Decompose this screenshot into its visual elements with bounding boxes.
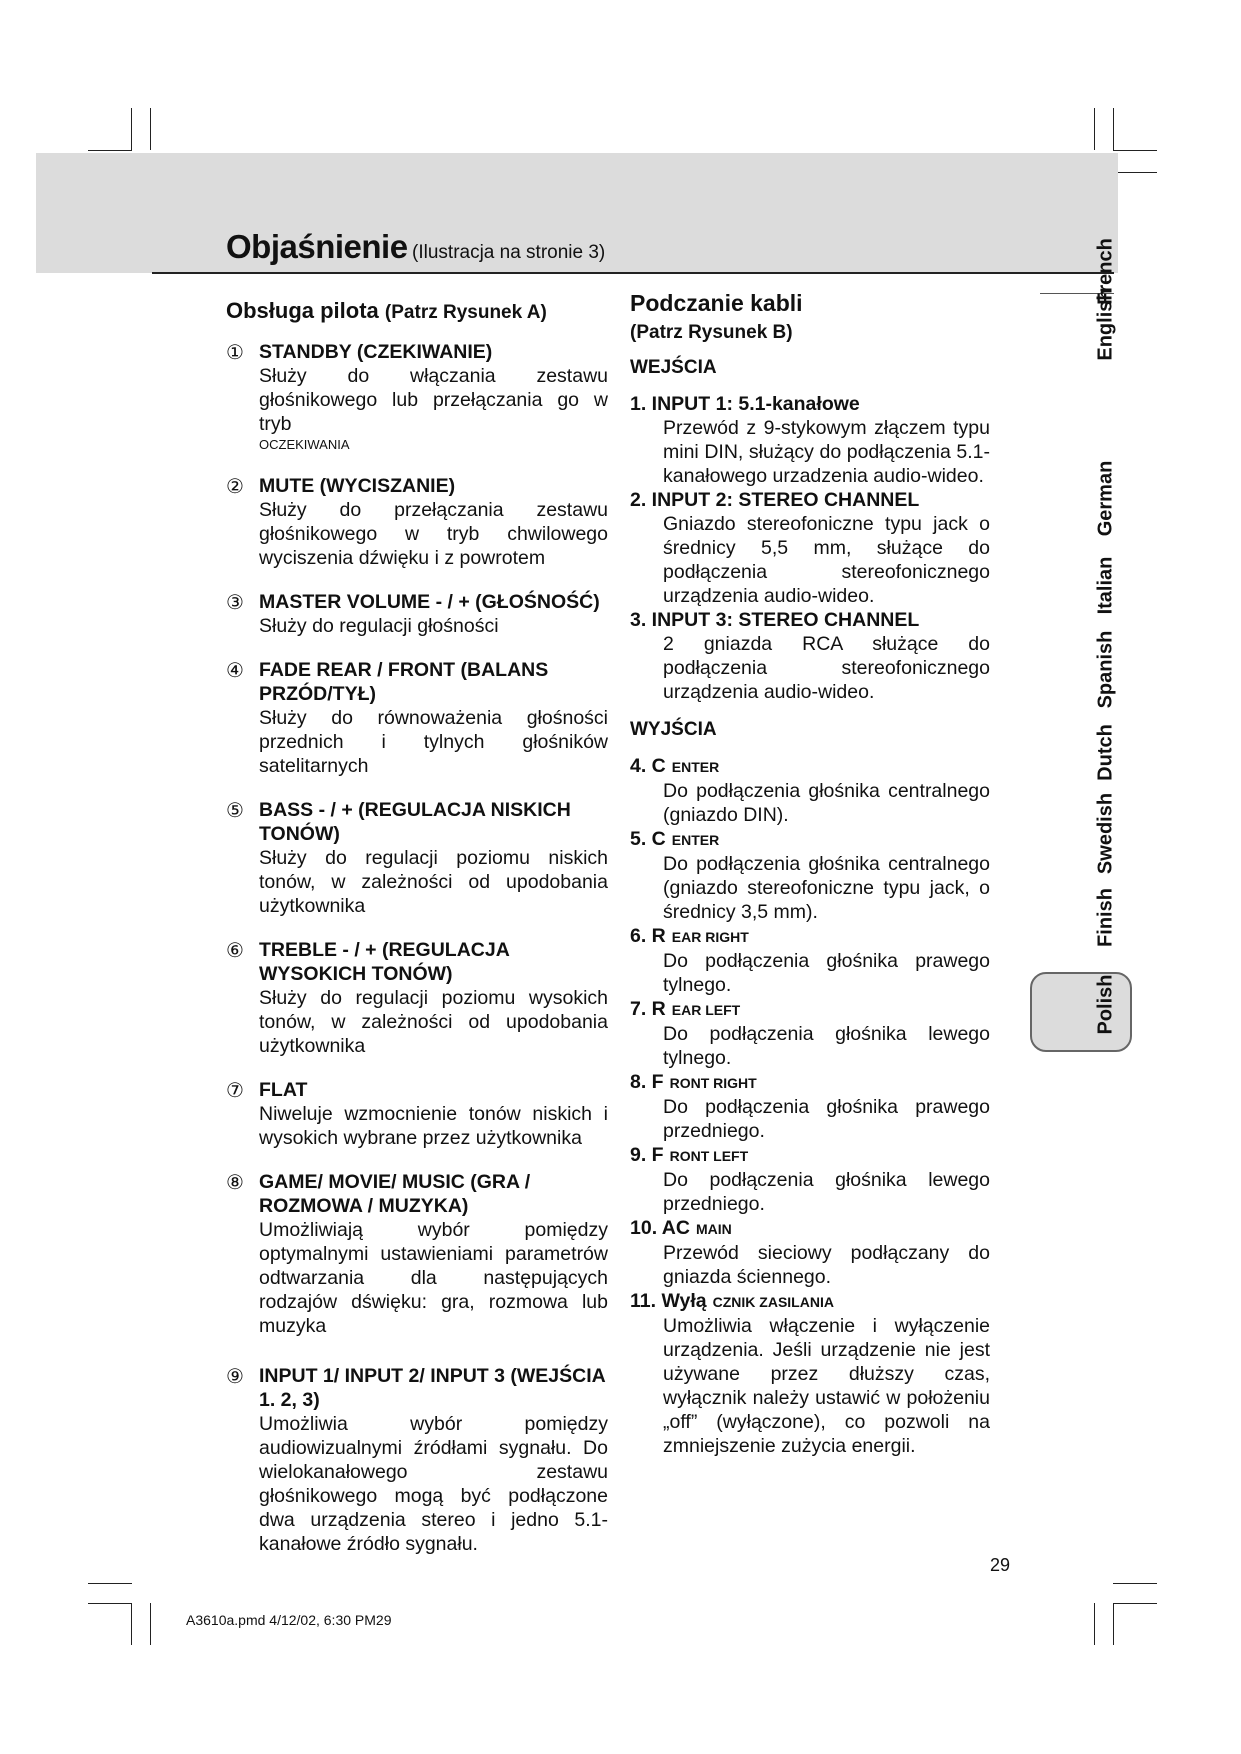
- list-item: [630, 1289, 990, 1458]
- list-item: [630, 754, 990, 827]
- item-description: 2 gniazda RCA służące do podłączenia stereofonicznego urządzenia audio-wideo.: [663, 633, 990, 703]
- item-smallcaps: RONT RIGHT: [669, 1075, 757, 1091]
- item-smallcaps: CZNIK ZASILANIA: [712, 1294, 834, 1310]
- item-lead: 5. C: [630, 828, 666, 850]
- remote-heading: [226, 298, 608, 324]
- list-item: [226, 938, 608, 1058]
- list-item: [226, 1170, 608, 1338]
- remote-control-section: [226, 298, 608, 1576]
- item-title: FADE REAR / FRONT (BALANS PRZÓD/TYŁ): [259, 659, 549, 705]
- item-description: Do podłączenia głośnika prawego tylnego.: [663, 950, 990, 996]
- list-item: [630, 488, 990, 608]
- page-title: [226, 228, 605, 266]
- item-lead: 4. C: [630, 755, 666, 777]
- list-item: [226, 798, 608, 918]
- item-description: Umożliwiają wybór pomiędzy optymalnymi ustawieniami parametrów odtwarzania dla następujących rodzajów dświęku: gra, rozmowa lub muzyka: [259, 1219, 608, 1337]
- item-description: Umożliwia włączenie i wyłączenie urządzenia. Jeśli urządzenie nie jest używane przez dłuższy czas, wyłącznik należy ustawić w położeniu „off” (wyłączone), co pozwoli na zmniejszenie zużycia energii.: [663, 1315, 990, 1457]
- item-description: Do podłączenia głośnika prawego przedniego.: [663, 1096, 990, 1142]
- outputs-heading: WYJŚCIA: [630, 719, 717, 740]
- page-title-sub: (Ilustracja na stronie 3): [412, 242, 606, 263]
- item-number: ⑥: [226, 940, 244, 962]
- crop-mark: [150, 1603, 151, 1645]
- crop-mark: [88, 1583, 132, 1584]
- item-number: ⑧: [226, 1172, 244, 1194]
- item-title: 2. INPUT 2: STEREO CHANNEL: [630, 489, 920, 511]
- item-description-smallcaps: OCZEKIWANIA: [259, 437, 350, 452]
- inputs-heading: WEJŚCIA: [630, 357, 717, 378]
- remote-heading-note: (Patrz Rysunek A): [384, 302, 547, 323]
- item-title: 1. INPUT 1: 5.1-kanałowe: [630, 393, 860, 415]
- item-smallcaps: EAR LEFT: [671, 1002, 741, 1018]
- item-title: 3. INPUT 3: STEREO CHANNEL: [630, 609, 920, 631]
- list-item: [630, 1216, 990, 1289]
- item-description: Gniazdo stereofoniczne typu jack o średnicy 5,5 mm, służące do podłączenia stereofonicznego urządzenia audio-wideo.: [663, 513, 990, 607]
- crop-mark: [88, 150, 132, 151]
- item-description: Służy do regulacji głośności: [259, 615, 499, 637]
- item-title: FLAT: [259, 1079, 308, 1101]
- item-description: Przewód sieciowy podłączany do gniazda ściennego.: [663, 1242, 990, 1288]
- item-title: STANDBY (CZEKIWANIE): [259, 341, 493, 363]
- header-rule: [152, 272, 1114, 274]
- crop-mark: [1113, 1603, 1157, 1604]
- item-description: Służy do równoważenia głośności przednich i tylnych głośników satelitarnych: [259, 707, 608, 777]
- item-lead: 7. R: [630, 998, 666, 1020]
- cable-connection-section: [630, 288, 990, 1458]
- list-item: [630, 997, 990, 1070]
- crop-mark: [1113, 172, 1157, 173]
- language-tab-english[interactable]: English: [1094, 288, 1117, 361]
- list-item: [226, 658, 608, 778]
- cables-heading-note: (Patrz Rysunek B): [630, 322, 793, 343]
- crop-mark: [88, 1603, 132, 1604]
- list-item: [630, 827, 990, 924]
- crop-mark: [1113, 1603, 1114, 1645]
- list-item: [226, 474, 608, 570]
- item-number: ⑦: [226, 1080, 244, 1102]
- item-description: Przewód z 9-stykowym złączem typu mini DIN, służący do podłączenia 5.1-kanałowego urzadzenia audio-wideo.: [663, 417, 990, 487]
- list-item: [630, 608, 990, 704]
- list-item: [630, 1070, 990, 1143]
- language-tab-swedish[interactable]: Swedish: [1094, 792, 1117, 875]
- item-lead: 11. Wyłą: [630, 1290, 707, 1312]
- item-number: ③: [226, 592, 244, 614]
- item-description: Służy do regulacji poziomu niskich tonów, w zależności od upodobania użytkownika: [259, 847, 608, 917]
- item-description: Niweluje wzmocnienie tonów niskich i wysokich wybrane przez użytkownika: [259, 1103, 608, 1149]
- remote-heading-text: Obsługa pilota: [226, 298, 379, 323]
- item-description: Służy do przełączania zestawu głośnikowego w tryb chwilowego wyciszenia dźwięku i z powrotem: [259, 499, 608, 569]
- item-title: BASS - / + (REGULACJA NISKICH TONÓW): [259, 799, 571, 845]
- item-description: Do podłączenia głośnika lewego przedniego.: [663, 1169, 990, 1215]
- list-item: [226, 1364, 608, 1556]
- list-item: [226, 590, 608, 638]
- language-tab-polish[interactable]: Polish: [1094, 974, 1117, 1035]
- crop-mark: [131, 108, 132, 150]
- cables-heading: Podczanie kabli: [630, 290, 803, 316]
- item-smallcaps: ENTER: [671, 759, 720, 775]
- item-description: Do podłączenia głośnika lewego tylnego.: [663, 1023, 990, 1069]
- crop-mark: [1094, 1603, 1095, 1645]
- item-smallcaps: RONT LEFT: [669, 1148, 749, 1164]
- item-smallcaps: ENTER: [671, 832, 720, 848]
- list-item: [630, 392, 990, 488]
- item-number: ①: [226, 342, 244, 364]
- crop-mark: [131, 1603, 132, 1645]
- list-item: [630, 924, 990, 997]
- item-title: MASTER VOLUME - / + (GŁOŚNOŚĆ): [259, 591, 600, 613]
- item-description: Służy do włączania zestawu głośnikowego lub przełączania go w tryb: [259, 365, 608, 435]
- item-description: Służy do regulacji poziomu wysokich tonów, w zależności od upodobania użytkownika: [259, 987, 608, 1057]
- crop-mark: [1094, 108, 1095, 150]
- item-number: ⑨: [226, 1366, 244, 1388]
- item-lead: 8. F: [630, 1071, 664, 1093]
- item-lead: 6. R: [630, 925, 666, 947]
- list-item: [226, 340, 608, 454]
- crop-mark: [1113, 108, 1114, 150]
- item-number: ②: [226, 476, 244, 498]
- item-title: TREBLE - / + (REGULACJA WYSOKICH TONÓW): [259, 939, 510, 985]
- item-description: Do podłączenia głośnika centralnego (gniazdo stereofoniczne typu jack, o średnicy 3,5 mm).: [663, 853, 990, 923]
- language-tab-finish[interactable]: Finish: [1094, 888, 1117, 947]
- list-item: [226, 1078, 608, 1150]
- item-title: INPUT 1/ INPUT 2/ INPUT 3 (WEJŚCIA 1. 2, 3): [259, 1365, 605, 1411]
- language-tab-spanish[interactable]: Spanish: [1094, 630, 1117, 709]
- item-number: ④: [226, 660, 244, 682]
- item-smallcaps: MAIN: [695, 1221, 732, 1237]
- crop-mark: [1113, 150, 1157, 151]
- item-description: Do podłączenia głośnika centralnego (gniazdo DIN).: [663, 780, 990, 826]
- item-description: Umożliwia wybór pomiędzy audiowizualnymi źródłami sygnału. Do wielokanałowego zestawu głośnikowego mogą być podłączone dwa urządzenia stereo i jedno 5.1-kanałowe źródło sygnału.: [259, 1413, 608, 1555]
- item-lead: 9. F: [630, 1144, 664, 1166]
- item-number: ⑤: [226, 800, 244, 822]
- page-number: 29: [990, 1555, 1011, 1575]
- item-lead: 10. AC: [630, 1217, 690, 1239]
- crop-mark: [1113, 1583, 1157, 1584]
- language-tab-german[interactable]: German: [1094, 460, 1117, 537]
- list-item: [630, 1143, 990, 1216]
- footer-file-info: A3610a.pmd 4/12/02, 6:30 PM29: [186, 1612, 392, 1628]
- language-tab-french[interactable]: French: [1094, 238, 1117, 305]
- crop-mark: [150, 108, 151, 150]
- language-tab-dutch[interactable]: Dutch: [1094, 724, 1117, 781]
- item-smallcaps: EAR RIGHT: [671, 929, 749, 945]
- item-title: MUTE (WYCISZANIE): [259, 475, 456, 497]
- item-title: GAME/ MOVIE/ MUSIC (GRA / ROZMOWA / MUZYKA): [259, 1171, 531, 1217]
- page-title-main: Objaśnienie: [226, 228, 408, 265]
- language-tab-italian[interactable]: Italian: [1094, 556, 1117, 615]
